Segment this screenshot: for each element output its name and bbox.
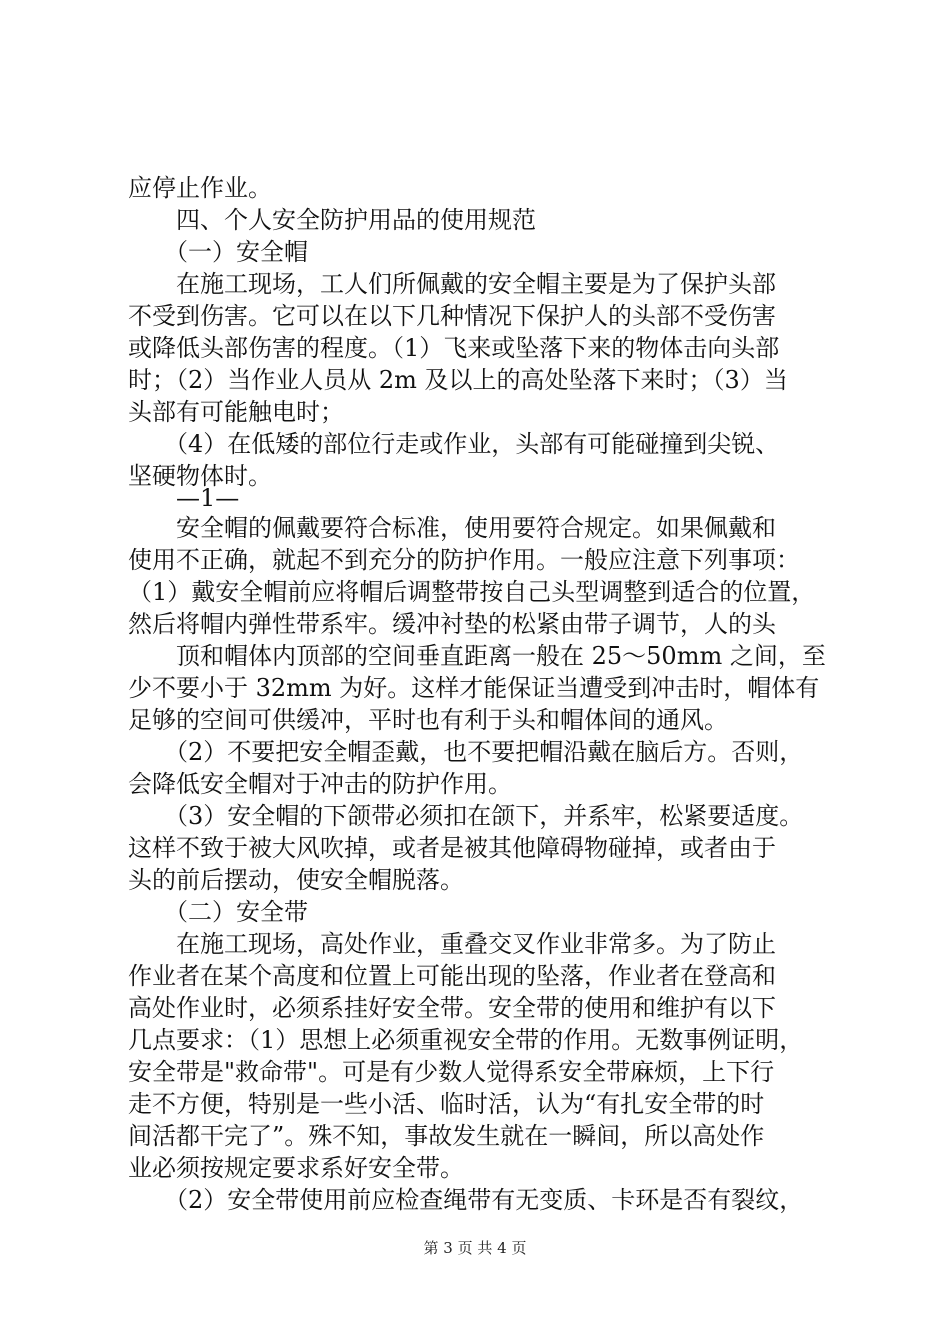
body-text-line: （2）不要把安全帽歪戴，也不要把帽沿戴在脑后方。否则， <box>128 738 804 766</box>
body-text-line: （4）在低矮的部位行走或作业，头部有可能碰撞到尖锐、 <box>128 430 780 458</box>
body-text-line: 业必须按规定要求系好安全带。 <box>128 1154 464 1182</box>
body-text-line: 安全帽的佩戴要符合标准，使用要符合规定。如果佩戴和 <box>128 514 776 542</box>
body-text-line: 会降低安全帽对于冲击的防护作用。 <box>128 770 512 798</box>
section-heading: 四、个人安全防护用品的使用规范 <box>128 206 536 234</box>
body-text-line: 作业者在某个高度和位置上可能出现的坠落，作业者在登高和 <box>128 962 776 990</box>
body-text-line: 安全带是"救命带"。可是有少数人觉得系安全带麻烦，上下行 <box>128 1058 775 1086</box>
body-text-line: 然后将帽内弹性带系牢。缓冲衬垫的松紧由带子调节，人的头 <box>128 610 776 638</box>
body-text-line: 几点要求：（1）思想上必须重视安全带的作用。无数事例证明， <box>128 1026 804 1054</box>
body-text-line: 不受到伤害。它可以在以下几种情况下保护人的头部不受伤害 <box>128 302 776 330</box>
body-text-line: 在施工现场，高处作业，重叠交叉作业非常多。为了防止 <box>128 930 776 958</box>
body-text-line: 头的前后摆动，使安全帽脱落。 <box>128 866 464 894</box>
body-text-line: 间活都干完了”。殊不知，事故发生就在一瞬间，所以高处作 <box>128 1122 765 1150</box>
body-text-line: 头部有可能触电时； <box>128 398 344 426</box>
body-text-line: 应停止作业。 <box>128 174 272 202</box>
body-text-line: 顶和帽体内顶部的空间垂直距离一般在 25～50mm 之间，至 <box>128 642 826 670</box>
body-text-line: （3）安全帽的下颌带必须扣在颌下，并系牢，松紧要适度。 <box>128 802 804 830</box>
body-text-line: 使用不正确，就起不到充分的防护作用。一般应注意下列事项： <box>128 546 800 574</box>
subsection-heading: （一）安全帽 <box>128 238 308 266</box>
body-text-line: 足够的空间可供缓冲，平时也有利于头和帽体间的通风。 <box>128 706 728 734</box>
body-text-line: （2）安全带使用前应检查绳带有无变质、卡环是否有裂纹， <box>128 1186 804 1214</box>
body-text-line: 走不方便，特别是一些小活、临时活，认为“有扎安全带的时 <box>128 1090 765 1118</box>
body-text-line: 或降低头部伤害的程度。（1）飞来或坠落下来的物体击向头部 <box>128 334 780 362</box>
body-text-line: 坚硬物体时。 <box>128 462 272 490</box>
body-text-line: 时；（2）当作业人员从 2m 及以上的高处坠落下来时；（3）当 <box>128 366 788 394</box>
body-text-line: 高处作业时，必须系挂好安全带。安全带的使用和维护有以下 <box>128 994 776 1022</box>
body-text-line: 少不要小于 32mm 为好。这样才能保证当遭受到冲击时，帽体有 <box>128 674 820 702</box>
body-text-line: （1）戴安全帽前应将帽后调整带按自己头型调整到适合的位置， <box>128 578 816 606</box>
page-footer: 第 3 页 共 4 页 <box>423 1239 527 1257</box>
body-text-line: 这样不致于被大风吹掉，或者是被其他障碍物碰掉，或者由于 <box>128 834 776 862</box>
body-text-line: 在施工现场，工人们所佩戴的安全帽主要是为了保护头部 <box>128 270 776 298</box>
subsection-heading: （二）安全带 <box>128 898 308 926</box>
inline-page-marker: —1— <box>128 484 240 512</box>
